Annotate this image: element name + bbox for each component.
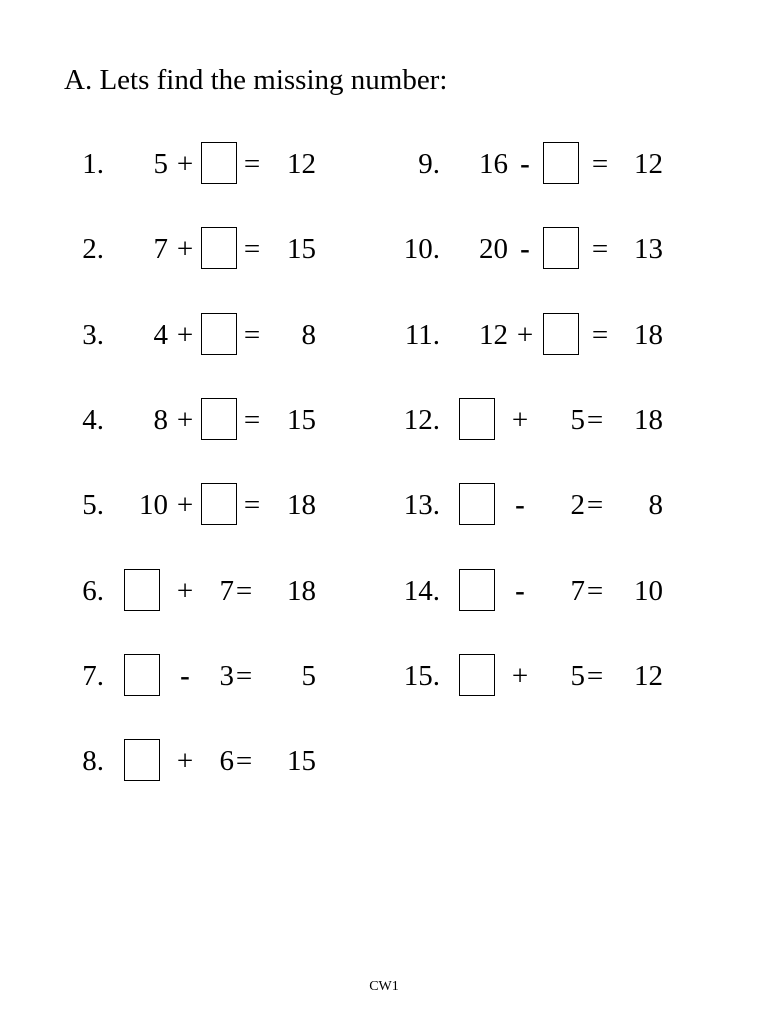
operand-a: 5	[153, 148, 168, 180]
equals-sign: =	[243, 233, 261, 265]
result: 8	[301, 319, 316, 351]
worksheet-title: A. Lets find the missing number:	[64, 64, 448, 96]
operand-b: 7	[219, 575, 234, 607]
equals-sign: =	[586, 404, 604, 436]
operator: -	[180, 660, 190, 692]
equals-sign: =	[235, 660, 253, 692]
problem-row	[0, 398, 768, 442]
equals-sign: =	[591, 233, 609, 265]
operand-a: 8	[153, 404, 168, 436]
problem-number: 13.	[403, 489, 440, 521]
equals-sign: =	[243, 489, 261, 521]
result: 12	[634, 660, 663, 692]
operand-a: 16	[479, 148, 508, 180]
problem-row	[0, 313, 768, 357]
equals-sign: =	[586, 489, 604, 521]
result: 18	[287, 489, 316, 521]
result: 8	[648, 489, 663, 521]
answer-box[interactable]	[543, 313, 579, 355]
operator: +	[176, 148, 194, 180]
equals-sign: =	[243, 404, 261, 436]
operand-a: 4	[153, 319, 168, 351]
footer-label: CW1	[369, 979, 399, 994]
equals-sign: =	[591, 319, 609, 351]
operator: +	[176, 233, 194, 265]
problem-row	[0, 569, 768, 613]
operator: +	[176, 319, 194, 351]
result: 18	[634, 404, 663, 436]
problem-row	[0, 483, 768, 527]
answer-box[interactable]	[543, 142, 579, 184]
operand-b: 2	[570, 489, 585, 521]
result: 10	[634, 575, 663, 607]
equals-sign: =	[586, 575, 604, 607]
equals-sign: =	[235, 575, 253, 607]
equals-sign: =	[243, 319, 261, 351]
problem-number: 11.	[404, 319, 440, 351]
operator: +	[511, 404, 529, 436]
problem-number: 4.	[82, 404, 104, 436]
result: 18	[634, 319, 663, 351]
operand-b: 7	[570, 575, 585, 607]
operator: -	[515, 489, 525, 521]
equals-sign: =	[591, 148, 609, 180]
equals-sign: =	[235, 745, 253, 777]
problem-number: 12.	[403, 404, 440, 436]
result: 5	[301, 660, 316, 692]
operator: +	[176, 575, 194, 607]
operand-a: 20	[479, 233, 508, 265]
operator: -	[520, 148, 530, 180]
result: 15	[287, 745, 316, 777]
answer-box[interactable]	[543, 227, 579, 269]
problem-number: 2.	[82, 233, 104, 265]
answer-box[interactable]	[124, 739, 160, 781]
result: 15	[287, 404, 316, 436]
problem-row	[0, 142, 768, 186]
equals-sign: =	[586, 660, 604, 692]
problem-row	[0, 739, 768, 783]
operand-b: 5	[570, 660, 585, 692]
problem-number: 14.	[403, 575, 440, 607]
problem-number: 15.	[403, 660, 440, 692]
operator: +	[176, 404, 194, 436]
problem-number: 8.	[82, 745, 104, 777]
operand-b: 6	[219, 745, 234, 777]
result: 12	[287, 148, 316, 180]
problem-number: 5.	[82, 489, 104, 521]
problem-number: 7.	[82, 660, 104, 692]
equals-sign: =	[243, 148, 261, 180]
result: 13	[634, 233, 663, 265]
operand-a: 12	[479, 319, 508, 351]
result: 15	[287, 233, 316, 265]
operator: +	[176, 745, 194, 777]
problem-number: 3.	[82, 319, 104, 351]
answer-box[interactable]	[459, 483, 495, 525]
operator: +	[511, 660, 529, 692]
problem-number: 10.	[403, 233, 440, 265]
operator: +	[176, 489, 194, 521]
answer-box[interactable]	[459, 569, 495, 611]
operator: -	[515, 575, 525, 607]
operator: -	[520, 233, 530, 265]
answer-box[interactable]	[459, 398, 495, 440]
operator: +	[516, 319, 534, 351]
problem-number: 9.	[418, 148, 440, 180]
problem-row	[0, 654, 768, 698]
operand-b: 5	[570, 404, 585, 436]
operand-a: 7	[153, 233, 168, 265]
answer-box[interactable]	[459, 654, 495, 696]
problem-number: 1.	[82, 148, 104, 180]
result: 12	[634, 148, 663, 180]
result: 18	[287, 575, 316, 607]
problem-row	[0, 227, 768, 271]
operand-a: 10	[139, 489, 168, 521]
operand-b: 3	[219, 660, 234, 692]
problem-number: 6.	[82, 575, 104, 607]
